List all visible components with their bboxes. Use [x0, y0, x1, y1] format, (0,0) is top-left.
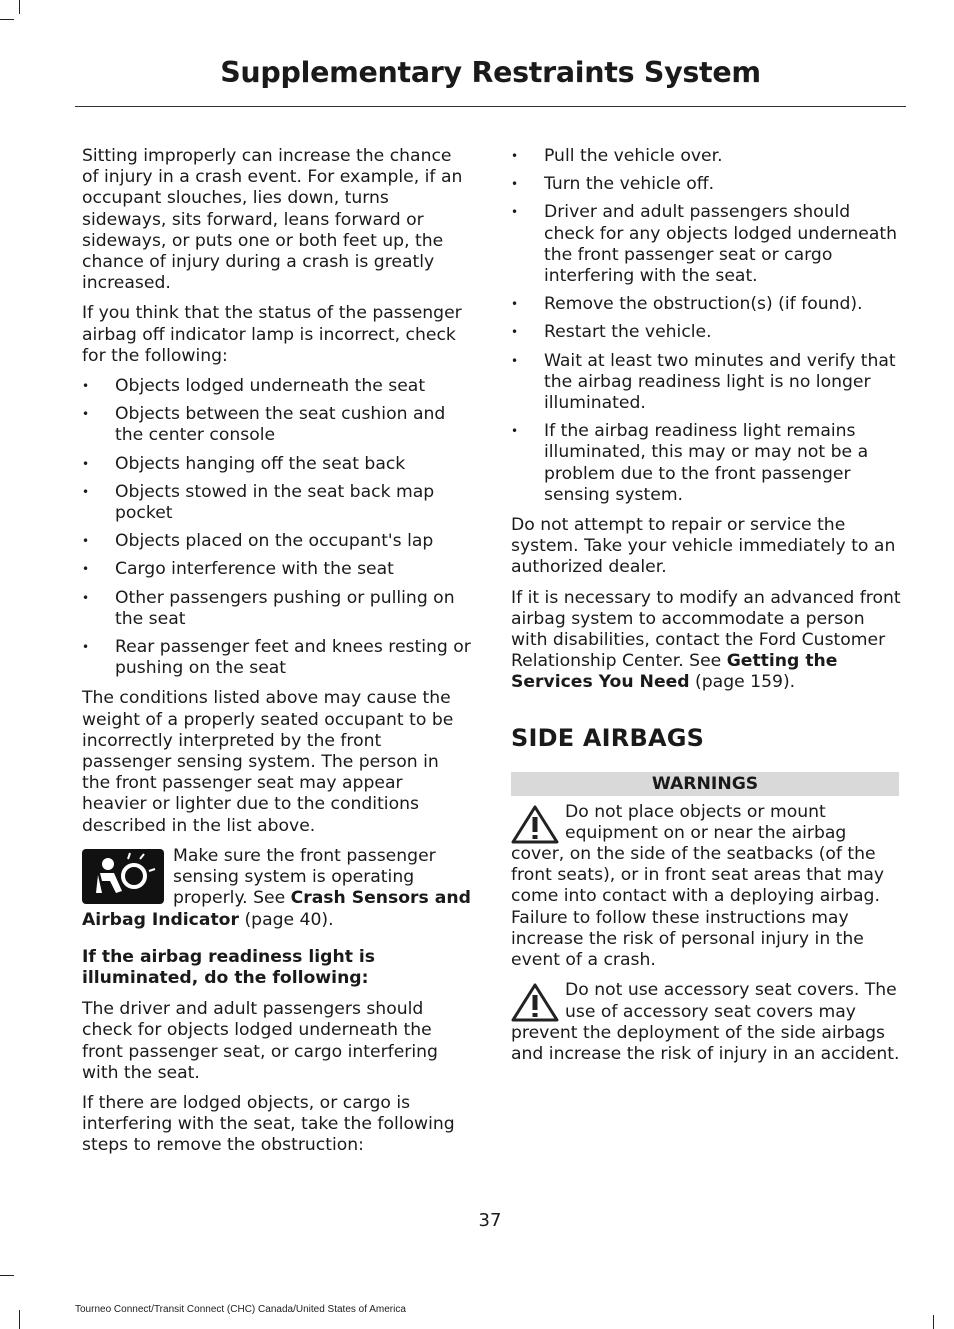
bullet: • [511, 424, 519, 439]
list-item-text: Objects hanging off the seat back [115, 453, 406, 474]
list-item [511, 322, 901, 343]
list-item-text: Objects stowed in the seat back map pocket [115, 481, 435, 524]
paragraph: If there are lodged objects, or cargo is interfering with the seat, take the following steps to remove the obstruction: [82, 1092, 455, 1156]
crop-mark [933, 1315, 934, 1329]
list-item-text: Other passengers pushing or pulling on the seat [115, 587, 455, 629]
paragraph: The driver and adult passengers should check for objects lodged underneath the front passenger seat, or cargo interfering with the seat. [82, 999, 438, 1083]
bullet: • [511, 177, 519, 192]
left-column [82, 146, 472, 1166]
services-link[interactable]: Getting the Services You Need [511, 651, 838, 693]
bullet: • [82, 534, 90, 549]
crop-mark [19, 0, 20, 14]
paragraph-text: If it is necessary to modify an advanced front airbag system to accommodate a person with disabilities, contact the Ford Customer Relationship Center. See [511, 587, 901, 672]
list-item [82, 376, 472, 397]
list-item-text: Turn the vehicle off. [544, 174, 715, 195]
warnings-bar: WARNINGS [511, 772, 899, 796]
header-rule [75, 106, 906, 107]
paragraph: The conditions listed above may cause the weight of a properly seated occupant to be incorrectly interpreted by the front passenger sensing system. The person in the front passenger seat may appear heavier or lighter due to the conditions described in the list above. [82, 688, 454, 836]
list-item-text: Remove the obstruction(s) (if found). [544, 294, 863, 315]
note-page: (page 40). [238, 909, 334, 930]
list-item [82, 588, 472, 630]
list-item [511, 202, 901, 287]
bullet: • [82, 640, 90, 655]
bullet: • [511, 297, 519, 312]
list-item [82, 637, 472, 679]
list-item-text: Restart the vehicle. [544, 322, 712, 343]
warning-triangle-icon [511, 804, 559, 844]
checklist [82, 376, 472, 679]
bullet: • [82, 456, 90, 471]
list-item [82, 404, 472, 446]
bullet: • [511, 353, 519, 368]
crop-mark [0, 19, 14, 20]
note-text: Make sure the front passenger sensing system is operating properly. See [173, 845, 436, 909]
crash-sensors-link[interactable]: Crash Sensors and Airbag Indicator [82, 888, 471, 930]
bullet: • [82, 484, 90, 499]
list-item-text: Wait at least two minutes and verify that the airbag readiness light is no longer illuminated. [544, 350, 896, 414]
list-item [511, 351, 901, 415]
warning-text: Do not use accessory seat covers. The use of accessory seat covers may prevent the deployment of the side airbags and increase the risk of injury in an accident. [511, 980, 900, 1064]
list-item-text: Rear passenger feet and knees resting or pushing on the seat [115, 637, 471, 679]
bullet: • [82, 562, 90, 577]
bullet: • [511, 325, 519, 340]
list-item [511, 146, 901, 167]
airbag-note [82, 846, 472, 931]
page-number: 37 [478, 1210, 502, 1231]
section-heading: SIDE AIRBAGS [511, 723, 705, 752]
list-item-text: Objects between the seat cushion and the center console [115, 404, 446, 446]
list-item-text: Objects placed on the occupant's lap [115, 531, 434, 552]
list-item-text: Driver and adult passengers should check for any objects lodged underneath the front passenger seat or cargo interfering with the seat. [544, 202, 898, 287]
list-item-text: If the airbag readiness light remains illuminated, this may or may not be a problem due to the front passenger sensing system. [544, 421, 869, 505]
warning-block [511, 980, 901, 1065]
paragraph [511, 588, 901, 694]
crop-mark [0, 1275, 14, 1276]
list-item [511, 421, 901, 506]
paragraph: Sitting improperly can increase the chance of injury in a crash event. For example, if an occupant slouches, lies down, turns sideways, sits forward, leans forward or sideways, or puts one or both feet up, the chance of injury during a crash is greatly increased. [82, 146, 463, 294]
crop-mark [19, 1310, 20, 1329]
list-item [82, 559, 472, 580]
right-column [511, 146, 901, 1074]
list-item [511, 294, 901, 315]
airbag-warning-icon [82, 849, 164, 904]
bullet: • [82, 379, 90, 394]
warning-text: Do not place objects or mount equipment on or near the airbag cover, on the side of the seatbacks (of the front seats), or in front seat areas that may come into contact with a deploying airbag. Failure to follow these instructions may increase the risk of personal injury in the event of a crash. [511, 801, 885, 971]
bullet: • [82, 407, 90, 422]
list-item-text: Cargo interference with the seat [115, 559, 394, 580]
list-item [82, 531, 472, 552]
bullet: • [511, 205, 519, 220]
steps-list [511, 146, 901, 506]
bullet: • [511, 149, 519, 163]
list-item [511, 174, 901, 195]
page-title: Supplementary Restraints System [220, 56, 761, 89]
warning-block [511, 802, 901, 972]
list-item [82, 482, 472, 524]
paragraph: If you think that the status of the passenger airbag off indicator lamp is incorrect, check for the following: [82, 303, 462, 366]
subheading: If the airbag readiness light is illuminated, do the following: [82, 946, 376, 988]
bullet: • [82, 590, 90, 605]
list-item-text: Objects lodged underneath the seat [115, 376, 426, 397]
warning-triangle-icon [511, 982, 559, 1022]
list-item-text: Pull the vehicle over. [544, 146, 723, 166]
list-item [82, 454, 472, 475]
paragraph-page: (page 159). [689, 672, 796, 693]
footer-text: Tourneo Connect/Transit Connect (CHC) Canada/United States of America [75, 1304, 406, 1315]
paragraph: Do not attempt to repair or service the system. Take your vehicle immediately to an authorized dealer. [511, 515, 896, 578]
